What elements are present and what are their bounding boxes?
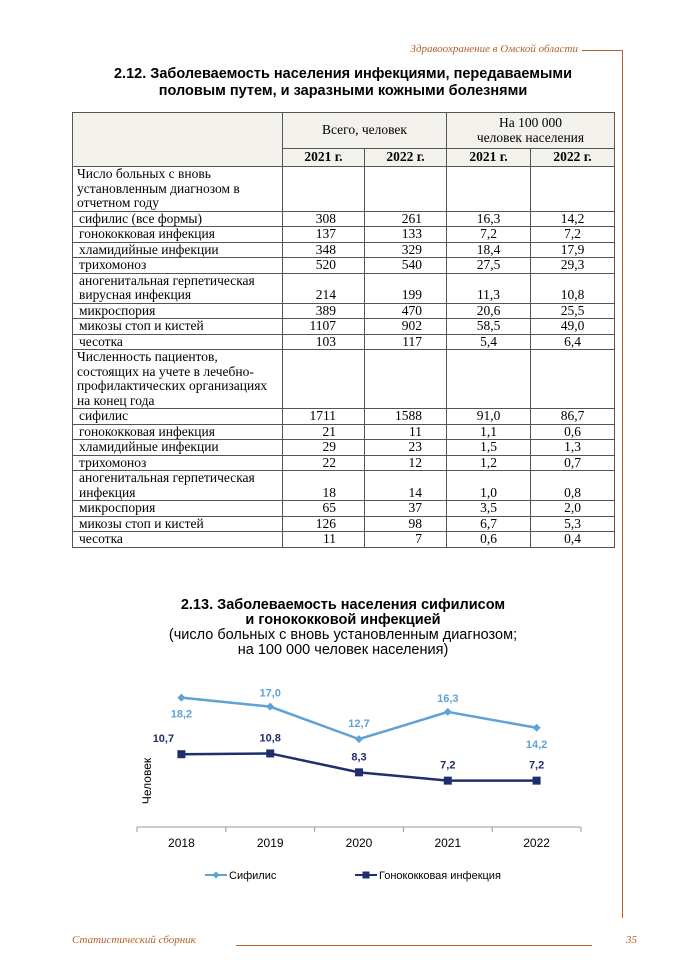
value-cell: 27,5 bbox=[447, 258, 531, 274]
value-cell: 133 bbox=[365, 227, 447, 243]
value-cell: 86,7 bbox=[531, 409, 615, 425]
data-label: 8,3 bbox=[351, 751, 367, 764]
chart-subtitle-line-2: на 100 000 человек населения) bbox=[237, 642, 449, 658]
value-cell: 6,7 bbox=[447, 516, 531, 532]
value-cell: 98 bbox=[365, 516, 447, 532]
row-label: чесотка bbox=[73, 532, 283, 548]
value-cell: 17,9 bbox=[531, 242, 615, 258]
footer-rule bbox=[236, 945, 592, 946]
value-cell: 21 bbox=[283, 424, 365, 440]
value-cell: 0,4 bbox=[531, 532, 615, 548]
value-cell: 7,2 bbox=[531, 227, 615, 243]
year-header: 2022 г. bbox=[365, 149, 447, 167]
row-label: микроспория bbox=[73, 303, 283, 319]
value-cell: 103 bbox=[283, 334, 365, 350]
value-cell: 520 bbox=[283, 258, 365, 274]
row-label: аногенитальная герпетическая инфекция bbox=[73, 471, 283, 501]
value-cell: 540 bbox=[365, 258, 447, 274]
data-label: 14,2 bbox=[525, 738, 548, 751]
value-cell: 0,7 bbox=[531, 455, 615, 471]
data-point bbox=[177, 750, 185, 758]
row-label: микозы стоп и кистей bbox=[73, 516, 283, 532]
row-label: гонококковая инфекция bbox=[73, 424, 283, 440]
row-label: трихомоноз bbox=[73, 258, 283, 274]
group-new-cases-label: Число больных с вновь установленным диагнозом в отчетном году bbox=[73, 167, 283, 212]
value-cell: 11 bbox=[365, 424, 447, 440]
data-point bbox=[533, 777, 541, 785]
data-label: 7,2 bbox=[440, 759, 456, 772]
year-header: 2021 г. bbox=[447, 149, 531, 167]
section-title-line-2: половым путем, и заразными кожными болезнями bbox=[158, 83, 528, 99]
data-point bbox=[177, 694, 185, 702]
value-cell: 14,2 bbox=[531, 211, 615, 227]
value-cell: 0,6 bbox=[447, 532, 531, 548]
value-cell: 29 bbox=[283, 440, 365, 456]
value-cell: 1,3 bbox=[531, 440, 615, 456]
legend-label: Сифилис bbox=[229, 870, 277, 882]
data-label: 10,7 bbox=[152, 733, 175, 746]
row-label: гонококковая инфекция bbox=[73, 227, 283, 243]
data-label: 17,0 bbox=[259, 687, 281, 700]
legend-marker bbox=[213, 872, 220, 879]
data-point bbox=[355, 768, 363, 776]
y-axis-label: Человек bbox=[140, 757, 154, 805]
x-tick-label: 2021 bbox=[434, 836, 462, 850]
value-cell: 58,5 bbox=[447, 319, 531, 335]
value-cell: 23 bbox=[365, 440, 447, 456]
value-cell: 1588 bbox=[365, 409, 447, 425]
x-tick-label: 2022 bbox=[523, 836, 550, 850]
row-label: аногенитальная герпетическая вирусная инфекция bbox=[73, 273, 283, 303]
value-cell: 7,2 bbox=[447, 227, 531, 243]
value-cell: 22 bbox=[283, 455, 365, 471]
x-tick-label: 2018 bbox=[168, 836, 195, 850]
col-group-per-100k-line-1: На 100 000 bbox=[499, 115, 562, 130]
value-cell: 16,3 bbox=[447, 211, 531, 227]
value-cell: 1711 bbox=[283, 409, 365, 425]
row-label: сифилис (все формы) bbox=[73, 211, 283, 227]
data-label: 12,7 bbox=[348, 718, 370, 731]
value-cell: 2,0 bbox=[531, 501, 615, 517]
value-cell: 308 bbox=[283, 211, 365, 227]
row-label: трихомоноз bbox=[73, 455, 283, 471]
x-tick-label: 2020 bbox=[345, 836, 373, 850]
group-registered-label: Численность пациентов, состоящих на учете в лечебно-профилактических организациях на конец года bbox=[73, 350, 283, 409]
data-label: 16,3 bbox=[437, 692, 459, 705]
value-cell: 91,0 bbox=[447, 409, 531, 425]
value-cell: 261 bbox=[365, 211, 447, 227]
data-point bbox=[266, 749, 274, 757]
value-cell: 14 bbox=[365, 471, 447, 501]
legend-label: Гонококковая инфекция bbox=[379, 870, 501, 882]
value-cell: 348 bbox=[283, 242, 365, 258]
page-number: 35 bbox=[626, 934, 637, 946]
value-cell: 389 bbox=[283, 303, 365, 319]
value-cell: 470 bbox=[365, 303, 447, 319]
value-cell: 1,0 bbox=[447, 471, 531, 501]
row-label: хламидийные инфекции bbox=[73, 242, 283, 258]
value-cell: 329 bbox=[365, 242, 447, 258]
year-header: 2021 г. bbox=[283, 149, 365, 167]
value-cell: 7 bbox=[365, 532, 447, 548]
value-cell: 137 bbox=[283, 227, 365, 243]
value-cell: 117 bbox=[365, 334, 447, 350]
value-cell: 65 bbox=[283, 501, 365, 517]
legend-marker bbox=[363, 872, 370, 879]
value-cell: 1,5 bbox=[447, 440, 531, 456]
row-label: чесотка bbox=[73, 334, 283, 350]
value-cell: 29,3 bbox=[531, 258, 615, 274]
data-label: 7,2 bbox=[528, 759, 545, 772]
value-cell: 3,5 bbox=[447, 501, 531, 517]
value-cell: 902 bbox=[365, 319, 447, 335]
section-title-line-1: 2.12. Заболеваемость населения инфекциями, передаваемыми bbox=[113, 66, 573, 82]
row-label: хламидийные инфекции bbox=[73, 440, 283, 456]
year-header: 2022 г. bbox=[531, 149, 615, 167]
value-cell: 1,2 bbox=[447, 455, 531, 471]
row-label: сифилис bbox=[73, 409, 283, 425]
data-point bbox=[444, 708, 452, 716]
chart-title-line-2: и гонококковой инфекцией bbox=[245, 612, 441, 628]
data-point bbox=[266, 703, 274, 711]
value-cell: 10,8 bbox=[531, 273, 615, 303]
row-label: микроспория bbox=[73, 501, 283, 517]
footer-title: Статистический сборник bbox=[72, 934, 196, 946]
value-cell: 11 bbox=[283, 532, 365, 548]
value-cell: 5,4 bbox=[447, 334, 531, 350]
col-group-per-100k-line-2: человек населения bbox=[476, 129, 585, 145]
value-cell: 18,4 bbox=[447, 242, 531, 258]
data-point bbox=[355, 735, 363, 743]
value-cell: 12 bbox=[365, 455, 447, 471]
value-cell: 6,4 bbox=[531, 334, 615, 350]
value-cell: 25,5 bbox=[531, 303, 615, 319]
data-label: 18,2 bbox=[170, 708, 193, 721]
value-cell: 126 bbox=[283, 516, 365, 532]
value-cell: 20,6 bbox=[447, 303, 531, 319]
x-tick-label: 2019 bbox=[256, 836, 284, 850]
data-point bbox=[533, 724, 541, 732]
value-cell: 11,3 bbox=[447, 273, 531, 303]
value-cell: 214 bbox=[283, 273, 365, 303]
row-label: микозы стоп и кистей bbox=[73, 319, 283, 335]
value-cell: 1,1 bbox=[447, 424, 531, 440]
data-point bbox=[444, 777, 452, 785]
value-cell: 49,0 bbox=[531, 319, 615, 335]
chart-title-line-1: 2.13. Заболеваемость населения сифилисом bbox=[180, 597, 506, 613]
value-cell: 5,3 bbox=[531, 516, 615, 532]
value-cell: 0,6 bbox=[531, 424, 615, 440]
running-header: Здравоохранение в Омской области bbox=[410, 43, 578, 55]
value-cell: 1107 bbox=[283, 319, 365, 335]
value-cell: 199 bbox=[365, 273, 447, 303]
data-label: 10,8 bbox=[259, 732, 281, 745]
value-cell: 0,8 bbox=[531, 471, 615, 501]
col-group-total: Всего, человек bbox=[283, 113, 447, 149]
value-cell: 18 bbox=[283, 471, 365, 501]
value-cell: 37 bbox=[365, 501, 447, 517]
chart-subtitle-line-1: (число больных с вновь установленным диагнозом; bbox=[168, 627, 518, 643]
